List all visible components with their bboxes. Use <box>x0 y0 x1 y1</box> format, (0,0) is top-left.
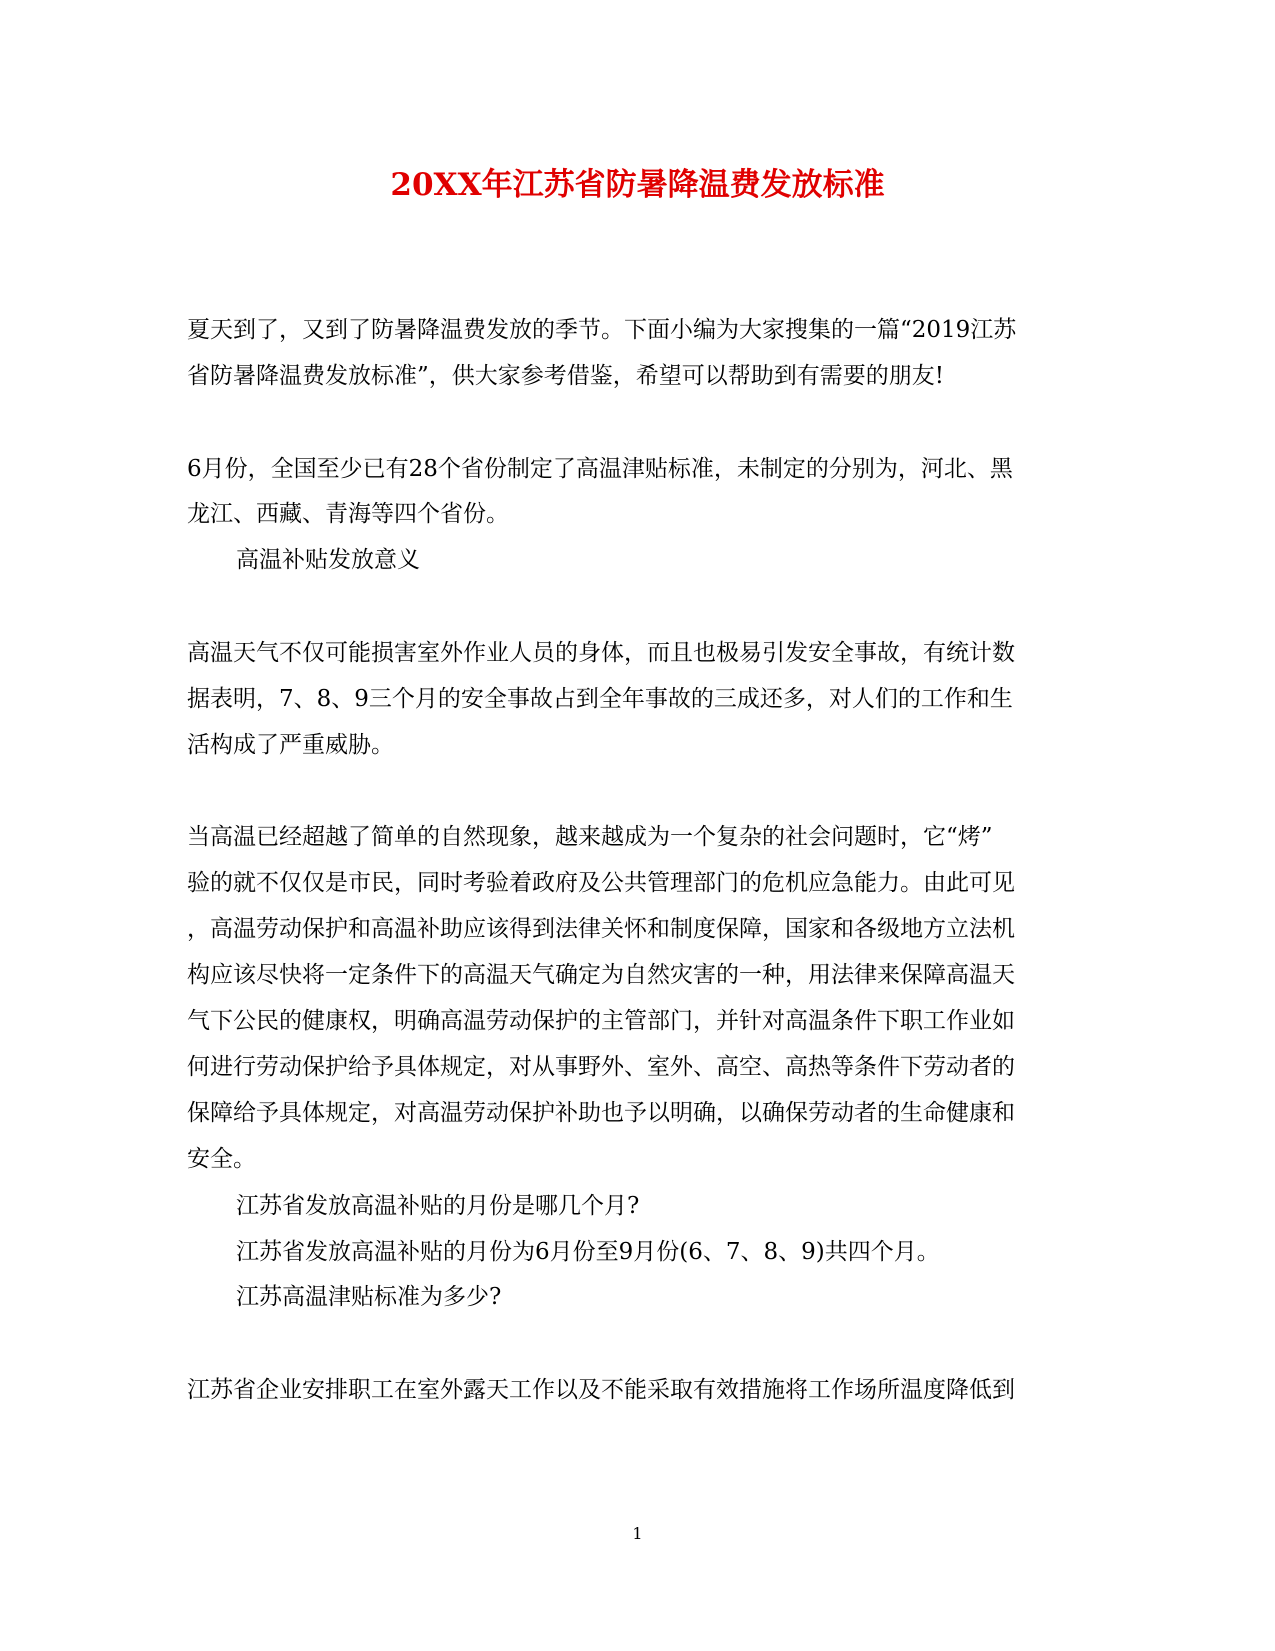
body-text-line: 活构成了严重威胁。 <box>187 732 394 758</box>
body-text-line: 江苏省企业安排职工在室外露天工作以及不能采取有效措施将工作场所温度降低到 <box>187 1377 1015 1403</box>
body-text-line: 夏天到了，又到了防暑降温费发放的季节。下面小编为大家搜集的一篇“2019江苏 <box>187 317 1017 343</box>
body-text-line: 龙江、西藏、青海等四个省份。 <box>187 501 509 527</box>
body-text-line: 省防暑降温费发放标准”，供大家参考借鉴，希望可以帮助到有需要的朋友! <box>187 363 945 389</box>
answer-line: 江苏省发放高温补贴的月份为6月份至9月份(6、7、8、9)共四个月。 <box>236 1239 940 1265</box>
question-line: 江苏高温津贴标准为多少? <box>236 1284 502 1310</box>
body-text-line: 构应该尽快将一定条件下的高温天气确定为自然灾害的一种，用法律来保障高温天 <box>187 962 1015 988</box>
body-text-line: 高温天气不仅可能损害室外作业人员的身体，而且也极易引发安全事故，有统计数 <box>187 640 1015 666</box>
body-text-line: 安全。 <box>187 1146 256 1172</box>
body-text-line: 6月份，全国至少已有28个省份制定了高温津贴标准，未制定的分别为，河北、黑 <box>187 456 1013 482</box>
question-line: 江苏省发放高温补贴的月份是哪几个月? <box>236 1193 640 1219</box>
section-heading: 高温补贴发放意义 <box>236 547 420 573</box>
page-number: 1 <box>632 1524 643 1543</box>
body-text-line: 气下公民的健康权，明确高温劳动保护的主管部门，并针对高温条件下职工作业如 <box>187 1008 1015 1034</box>
body-text-line: 当高温已经超越了简单的自然现象，越来越成为一个复杂的社会问题时，它“烤” <box>187 824 993 850</box>
body-text-line: 何进行劳动保护给予具体规定，对从事野外、室外、高空、高热等条件下劳动者的 <box>187 1054 1015 1080</box>
document-title: 20XX年江苏省防暑降温费发放标准 <box>390 167 885 203</box>
body-text-line: ，高温劳动保护和高温补助应该得到法律关怀和制度保障，国家和各级地方立法机 <box>187 916 1015 942</box>
body-text-line: 验的就不仅仅是市民，同时考验着政府及公共管理部门的危机应急能力。由此可见 <box>187 870 1015 896</box>
body-text-line: 保障给予具体规定，对高温劳动保护补助也予以明确，以确保劳动者的生命健康和 <box>187 1100 1015 1126</box>
body-text-line: 据表明，7、8、9三个月的安全事故占到全年事故的三成还多，对人们的工作和生 <box>187 686 1013 712</box>
